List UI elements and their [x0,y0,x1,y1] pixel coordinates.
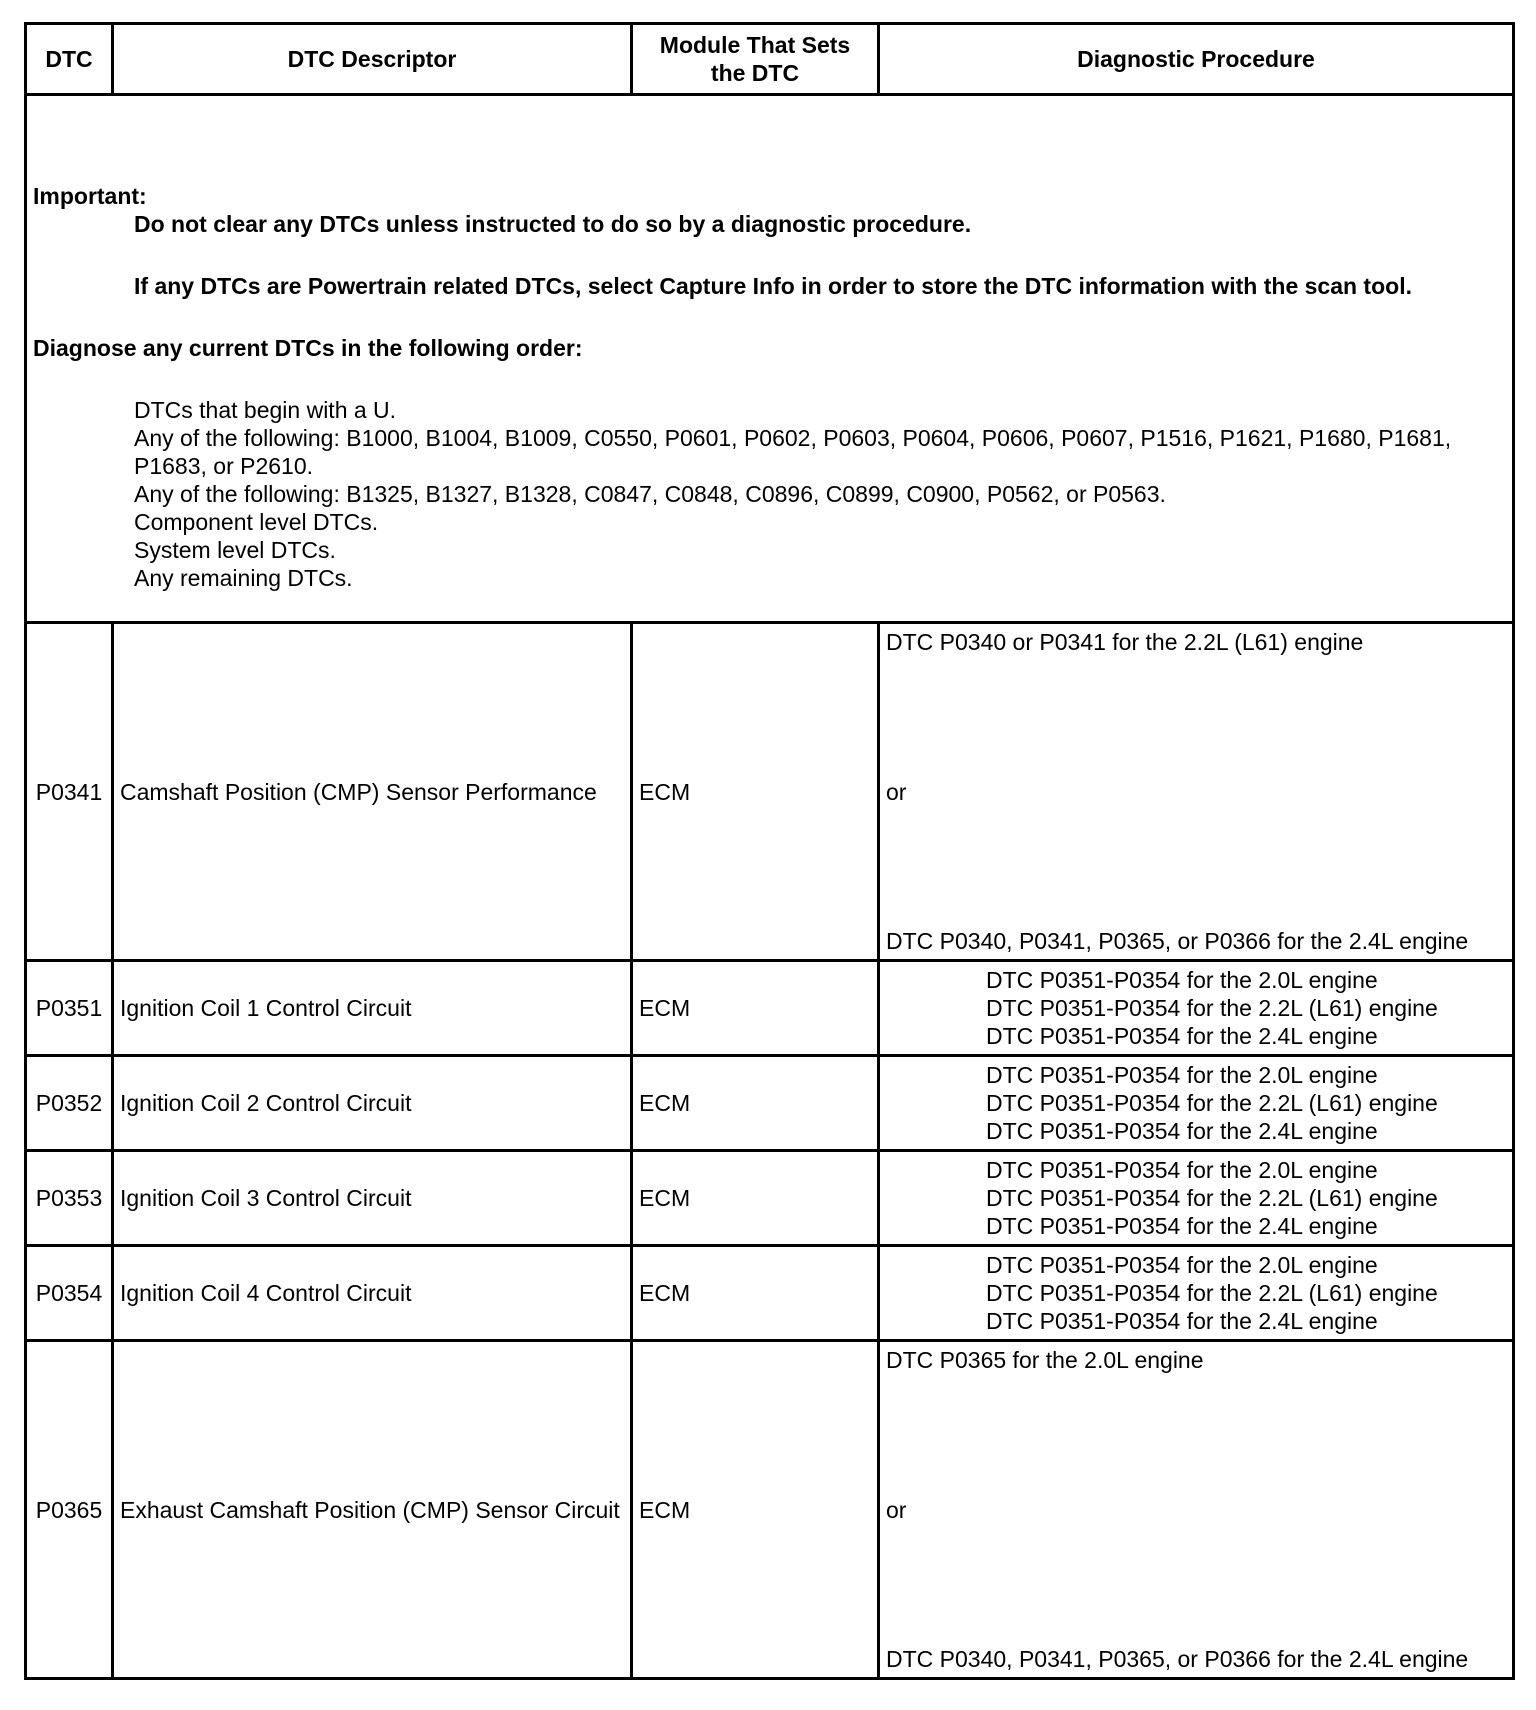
procedure-link[interactable]: DTC P0351-P0354 for the 2.4L engine [986,1023,1378,1049]
table-row [26,1056,1514,1151]
header-dtc: DTC [26,24,113,95]
diagnostic-procedure [879,1246,1514,1341]
dtc-code: P0341 [26,623,113,961]
important-text-2: If any DTCs are Powertrain related DTCs, select Capture Info in order to store the DTC information with the scan tool. [134,272,1412,299]
procedure-or: or [886,1496,907,1523]
header-module-line1: Module That Sets [659,32,851,58]
order-item: Any of the following: B1325, B1327, B1328, C0847, C0848, C0896, C0899, C0900, P0562, or P0563. [134,480,1166,507]
procedure-link[interactable]: DTC P0340 or P0341 for the 2.2L (L61) engine [886,629,1364,655]
dtc-module: ECM [632,623,879,961]
dtc-descriptor: Ignition Coil 4 Control Circuit [113,1246,632,1341]
order-item: Any remaining DTCs. [134,564,353,591]
dtc-code: P0351 [26,961,113,1056]
dtc-code: P0352 [26,1056,113,1151]
procedure-link[interactable]: DTC P0351-P0354 for the 2.0L engine [986,1062,1378,1088]
procedure-link[interactable]: DTC P0340, P0341, P0365, or P0366 for the 2.4L engine [886,928,1469,954]
table-row [26,623,1514,961]
procedure-link[interactable]: DTC P0351-P0354 for the 2.2L (L61) engine [986,1090,1438,1116]
dtc-module: ECM [632,961,879,1056]
order-item: System level DTCs. [134,536,336,563]
dtc-code: P0353 [26,1151,113,1246]
procedure-link[interactable]: DTC P0340, P0341, P0365, or P0366 for the 2.4L engine [886,1646,1469,1672]
table-row [26,1341,1514,1679]
dtc-table [24,22,1515,1680]
diagnostic-procedure [879,961,1514,1056]
procedure-link[interactable]: DTC P0351-P0354 for the 2.4L engine [986,1213,1378,1239]
procedure-or: or [886,778,907,805]
order-item: DTCs that begin with a U. [134,396,397,423]
procedure-link[interactable]: DTC P0351-P0354 for the 2.0L engine [986,1252,1378,1278]
procedure-link[interactable]: DTC P0351-P0354 for the 2.4L engine [986,1118,1378,1144]
header-module-line2: the DTC [710,60,800,86]
dtc-module: ECM [632,1056,879,1151]
dtc-module: ECM [632,1151,879,1246]
procedure-link[interactable]: DTC P0351-P0354 for the 2.2L (L61) engine [986,995,1438,1021]
dtc-module: ECM [632,1341,879,1679]
table-header-row [26,24,1514,95]
dtc-module: ECM [632,1246,879,1341]
diagnostic-procedure [879,1151,1514,1246]
procedure-link[interactable]: DTC P0351-P0354 for the 2.2L (L61) engine [986,1280,1438,1306]
table-row [26,1151,1514,1246]
table-row [26,1246,1514,1341]
dtc-descriptor: Camshaft Position (CMP) Sensor Performance [113,623,632,961]
dtc-code: P0365 [26,1341,113,1679]
dtc-code: P0354 [26,1246,113,1341]
header-module [632,24,879,95]
procedure-link[interactable]: DTC P0351-P0354 for the 2.2L (L61) engine [986,1185,1438,1211]
order-label: Diagnose any current DTCs in the following order: [33,334,583,361]
table-row [26,961,1514,1056]
important-note [26,95,1514,623]
dtc-descriptor: Ignition Coil 1 Control Circuit [113,961,632,1056]
diagnostic-procedure [879,1341,1514,1679]
procedure-link[interactable]: DTC P0351-P0354 for the 2.0L engine [986,967,1378,993]
order-list [33,396,1506,592]
important-text-1: Do not clear any DTCs unless instructed to do so by a diagnostic procedure. [134,210,972,237]
order-item: Component level DTCs. [134,508,379,535]
order-item: Any of the following: B1000, B1004, B1009, C0550, P0601, P0602, P0603, P0604, P0606, P0607, P1516, P1621, P1680, P1681, P1683, or P2610. [134,424,1452,479]
diagnostic-procedure [879,623,1514,961]
dtc-descriptor: Exhaust Camshaft Position (CMP) Sensor Circuit [113,1341,632,1679]
header-descriptor: DTC Descriptor [113,24,632,95]
procedure-link[interactable]: DTC P0351-P0354 for the 2.4L engine [986,1308,1378,1334]
procedure-link[interactable]: DTC P0365 for the 2.0L engine [886,1347,1204,1373]
diagnostic-procedure [879,1056,1514,1151]
header-procedure: Diagnostic Procedure [879,24,1514,95]
important-label: Important: [33,182,147,209]
dtc-descriptor: Ignition Coil 2 Control Circuit [113,1056,632,1151]
dtc-descriptor: Ignition Coil 3 Control Circuit [113,1151,632,1246]
important-note-row [26,95,1514,623]
procedure-link[interactable]: DTC P0351-P0354 for the 2.0L engine [986,1157,1378,1183]
